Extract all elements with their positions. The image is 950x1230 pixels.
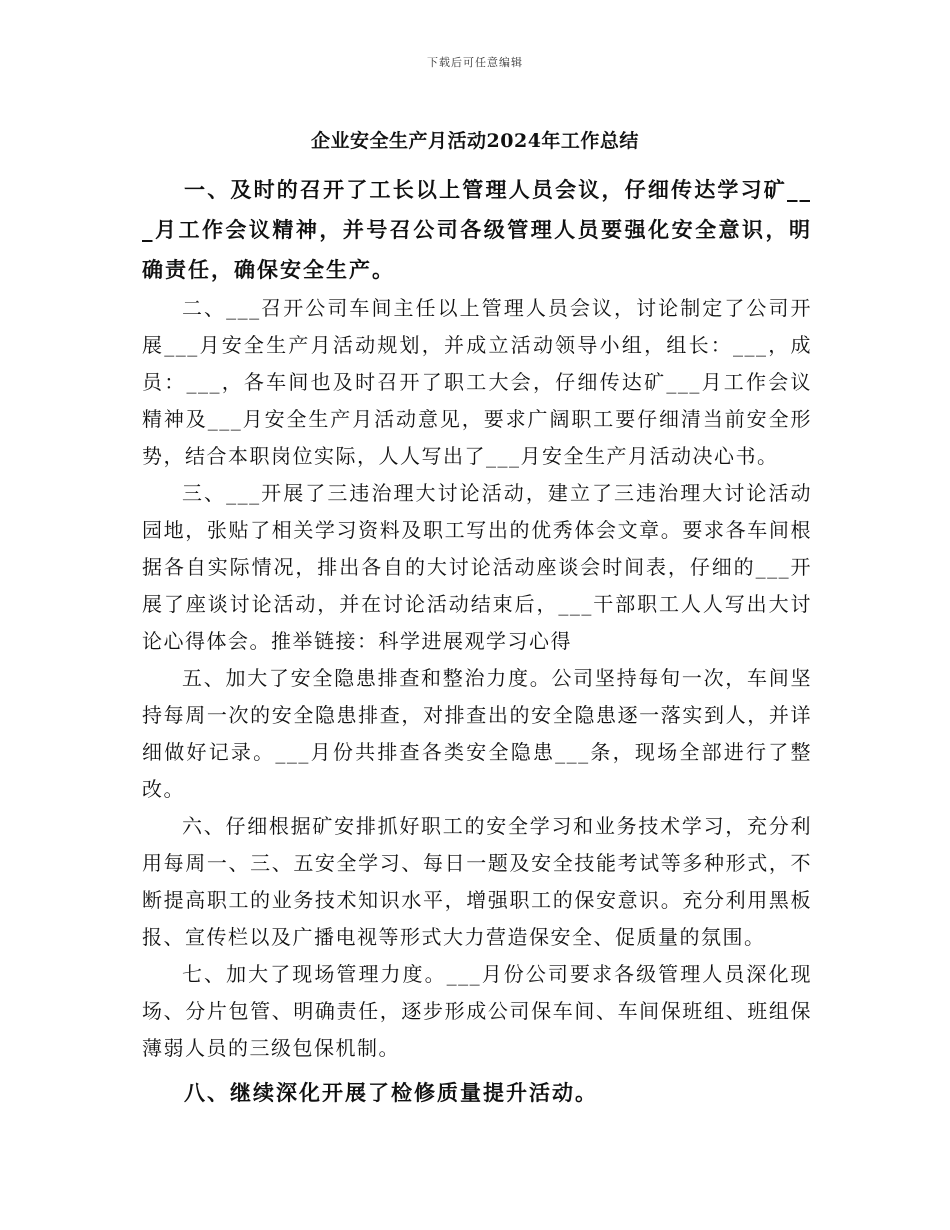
document-title: 企业安全生产月活动2024年工作总结 [311,130,639,152]
paragraph-2: 二、___召开公司车间主任以上管理人员会议，讨论制定了公司开展___月安全生产月活动规划，并成立活动领导小组，组长：___，成员：___，各车间也及时召开了职工大会，仔细传达矿___月工作会议精神及___月安全生产月活动意见，要求广阔职工要仔细清当前安全形势，结合本职岗位实际，人人写出了___月安全生产月活动决心书。 [142,296,812,468]
paragraph-7: 七、加大了现场管理力度。___月份公司要求各级管理人员深化现场、分片包管、明确责任，逐步形成公司保车间、车间保班组、班组保薄弱人员的三级包保机制。 [142,962,812,1060]
header-note: 下载后可任意编辑 [427,56,523,69]
paragraph-1: 一、及时的召开了工长以上管理人员会议，仔细传达学习矿___月工作会议精神，并号召公司各级管理人员要强化安全意识，明确责任，确保安全生产。 [142,177,812,282]
paragraph-3: 三、___开展了三违治理大讨论活动，建立了三违治理大讨论活动园地，张贴了相关学习资料及职工写出的优秀体会文章。要求各车间根据各自实际情况，排出各自的大讨论活动座谈会时间表，仔细的___开展了座谈讨论活动，并在讨论活动结束后，___干部职工人人写出大讨论心得体会。推举链接：科学进展观学习心得 [142,481,812,653]
document-body [142,170,812,1113]
paragraph-6: 六、仔细根据矿安排抓好职工的安全学习和业务技术学习，充分利用每周一、三、五安全学习、每日一题及安全技能考试等多种形式，不断提高职工的业务技术知识水平，增强职工的保安意识。充分利用黑板报、宣传栏以及广播电视等形式大力营造保安全、促质量的氛围。 [142,814,812,949]
paragraph-8: 八、继续深化开展了检修质量提升活动。 [184,1080,598,1105]
paragraph-5: 五、加大了安全隐患排查和整治力度。公司坚持每旬一次，车间坚持每周一次的安全隐患排查，对排查出的安全隐患逐一落实到人，并详细做好记录。___月份共排查各类安全隐患___条，现场全部进行了整改。 [142,666,812,801]
